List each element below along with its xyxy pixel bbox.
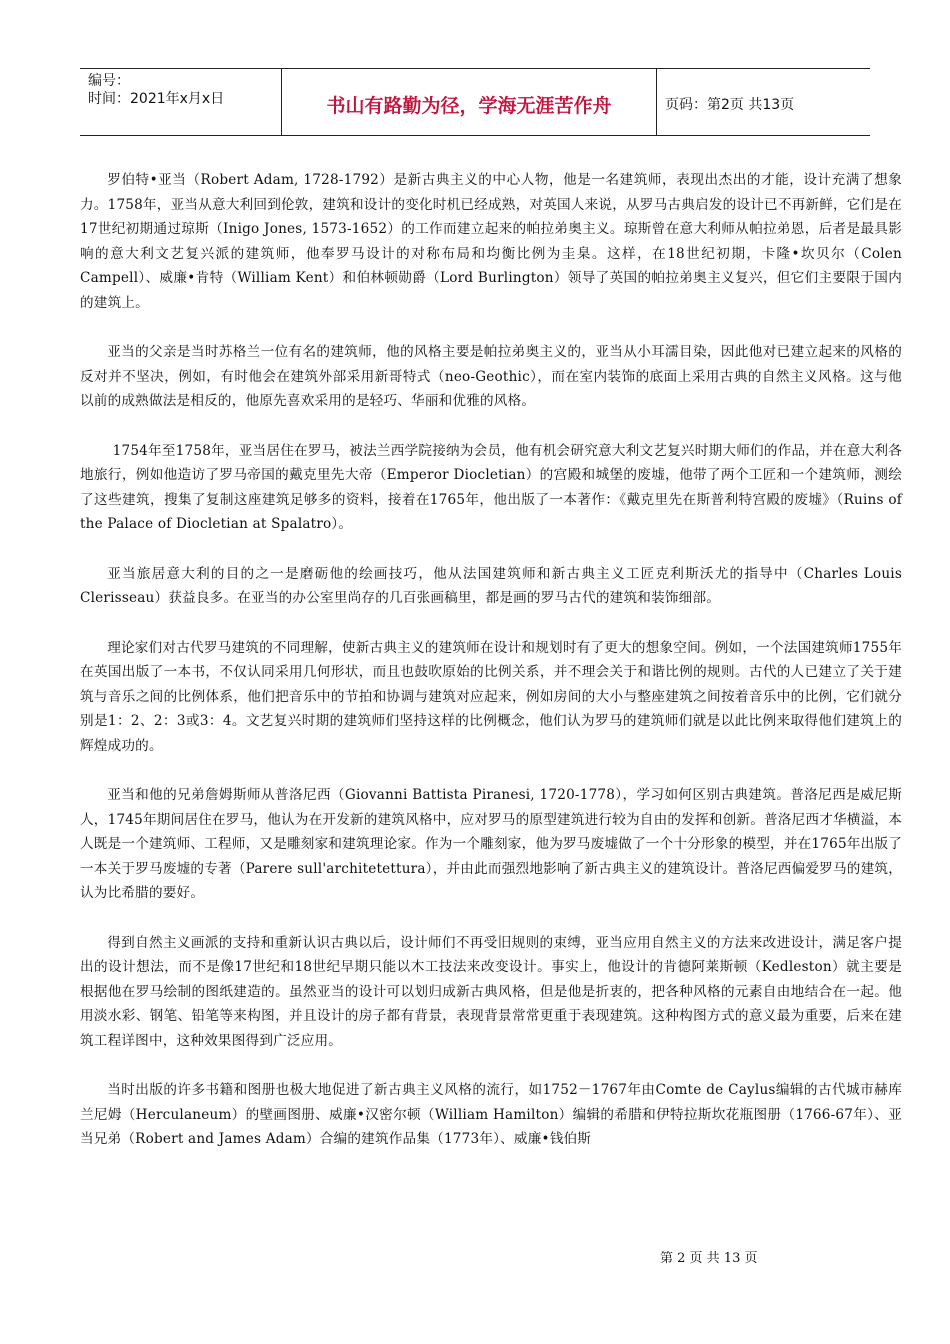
paragraph-1: 罗伯特•亚当（Robert Adam, 1728-1792）是新古典主义的中心人物，他是一名建筑师，表现出杰出的才能，设计充满了想象力。1758年，亚当从意大利回到伦敦，建筑和设计的变化时机已经成熟，对英国人来说，从罗马古典启发的设计已不再新鲜，它们是在17世纪初期通过琼斯（Inigo Jones, 1573-1652）的工作而建立起来的帕拉弟奥主义。琼斯曾在意大利师从帕拉弟恩，后者是最具影响的意大利文艺复兴派的建筑师，他奉罗马设计的对称布局和均衡比例为圭臬。这样，在18世纪初期，卡隆•坎贝尔（Colen Campell）、威廉•肯特（William Kent）和伯林顿勋爵（Lord Burlington）领导了英国的帕拉弟奥主义复兴，但它们主要限于国内的建筑上。 [80,172,902,311]
paragraph-7: 得到自然主义画派的支持和重新认识古典以后，设计师们不再受旧规则的束缚，亚当应用自然主义的方法来改进设计，满足客户提出的设计想法，而不是像17世纪和18世纪早期只能以木工技法来改变设计。事实上，他设计的肯德阿莱斯顿（Kedleston）就主要是根据他在罗马绘制的图纸建造的。虽然亚当的设计可以划归成新古典风格，但是他是折衷的，把各种风格的元素自由地结合在一起。他用淡水彩、钢笔、铅笔等来构图，并且设计的房子都有背景，表现背景常常更重于表现建筑。这种构图方式的意义最为重要，后来在建筑工程详图中，这种效果图得到广泛应用。 [80,934,902,1049]
header-meta [80,69,282,135]
paragraph-6: 亚当和他的兄弟詹姆斯师从普洛尼西（Giovanni Battista Piranesi, 1720-1778），学习如何区别古典建筑。普洛尼西是威尼斯人，1745年期间居住在罗马，他认为在开发新的建筑风格中，应对罗马的原型建筑进行较为自由的发挥和创新。普洛尼西才华横溢，本人既是一个建筑师、工程师，又是雕刻家和建筑理论家。作为一个雕刻家，他为罗马废墟做了一个十分形象的模型，并在1765年出版了一本关于罗马废墟的专著（Parere sull'architetettura），并由此而强烈地影响了新古典主义的建筑设计。普洛尼西偏爱罗马的建筑，认为比希腊的要好。 [80,787,902,901]
paragraph-3: 1754年至1758年，亚当居住在罗马，被法兰西学院接纳为会员，他有机会研究意大利文艺复兴时期大师们的作品，并在意大利各地旅行，例如他造访了罗马帝国的戴克里先大帝（Emperor Diocletian）的宫殿和城堡的废墟，他带了两个工匠和一个建筑师，测绘了这些建筑，搜集了复制这座建筑足够多的资料，接着在1765年，他出版了一本著作：《戴克里先在斯普利特宫殿的废墟》（Ruins of the Palace of Diocletian at Spalatro）。 [80,442,902,532]
header-page-info: 页码：第2页 共13页 [665,97,795,113]
document-body [80,168,902,1177]
paragraph-8: 当时出版的许多书籍和图册也极大地促进了新古典主义风格的流行，如1752－1767年由Comte de Caylus编辑的古代城市赫库兰尼姆（Herculaneum）的壁画图册、威廉•汉密尔顿（William Hamilton）编辑的希腊和伊特拉斯坎花瓶图册（1766-67年）、亚当兄弟（Robert and James Adam）合编的建筑作品集（1773年）、威廉•钱伯斯 [80,1082,902,1147]
paragraph-5: 理论家们对古代罗马建筑的不同理解，使新古典主义的建筑师在设计和规划时有了更大的想象空间。例如，一个法国建筑师1755年在英国出版了一本书，不仅认同采用几何形状，而且也鼓吹原始的比例关系，并不理会关于和谐比例的规则。古代的人已建立了关于建筑与音乐之间的比例体系，他们把音乐中的节拍和协调与建筑对应起来，例如房间的大小与整座建筑之间按着音乐中的比例，它们就分别是1：2、2：3或3：4。文艺复兴时期的建筑师们坚持这样的比例概念，他们认为罗马的建筑师们就是以此比例来取得他们建筑上的辉煌成功的。 [80,639,902,754]
page-footer: 第 2 页 共 13 页 [660,1251,758,1266]
header-motto: 书山有路勤为径，学海无涯苦作舟 [282,69,657,135]
time-label: 时间：2021年x月x日 [88,91,225,107]
paragraph-4: 亚当旅居意大利的目的之一是磨砺他的绘画技巧，他从法国建筑师和新古典主义工匠克利斯沃尤的指导中（Charles Louis Clerisseau）获益良多。在亚当的办公室里尚存的几百张画稿里，都是画的罗马古代的建筑和装饰细部。 [80,565,902,606]
paragraph-2: 亚当的父亲是当时苏格兰一位有名的建筑师，他的风格主要是帕拉弟奥主义的，亚当从小耳濡目染，因此他对已建立起来的风格的反对并不坚决，例如，有时他会在建筑外部采用新哥特式（neo-Geothic），而在室内装饰的底面上采用古典的自然主义风格。这与他以前的成熟做法是相反的，他原先喜欢采用的是轻巧、华丽和优雅的风格。 [80,344,902,409]
document-header [80,68,870,136]
number-label: 编号： [88,73,130,89]
